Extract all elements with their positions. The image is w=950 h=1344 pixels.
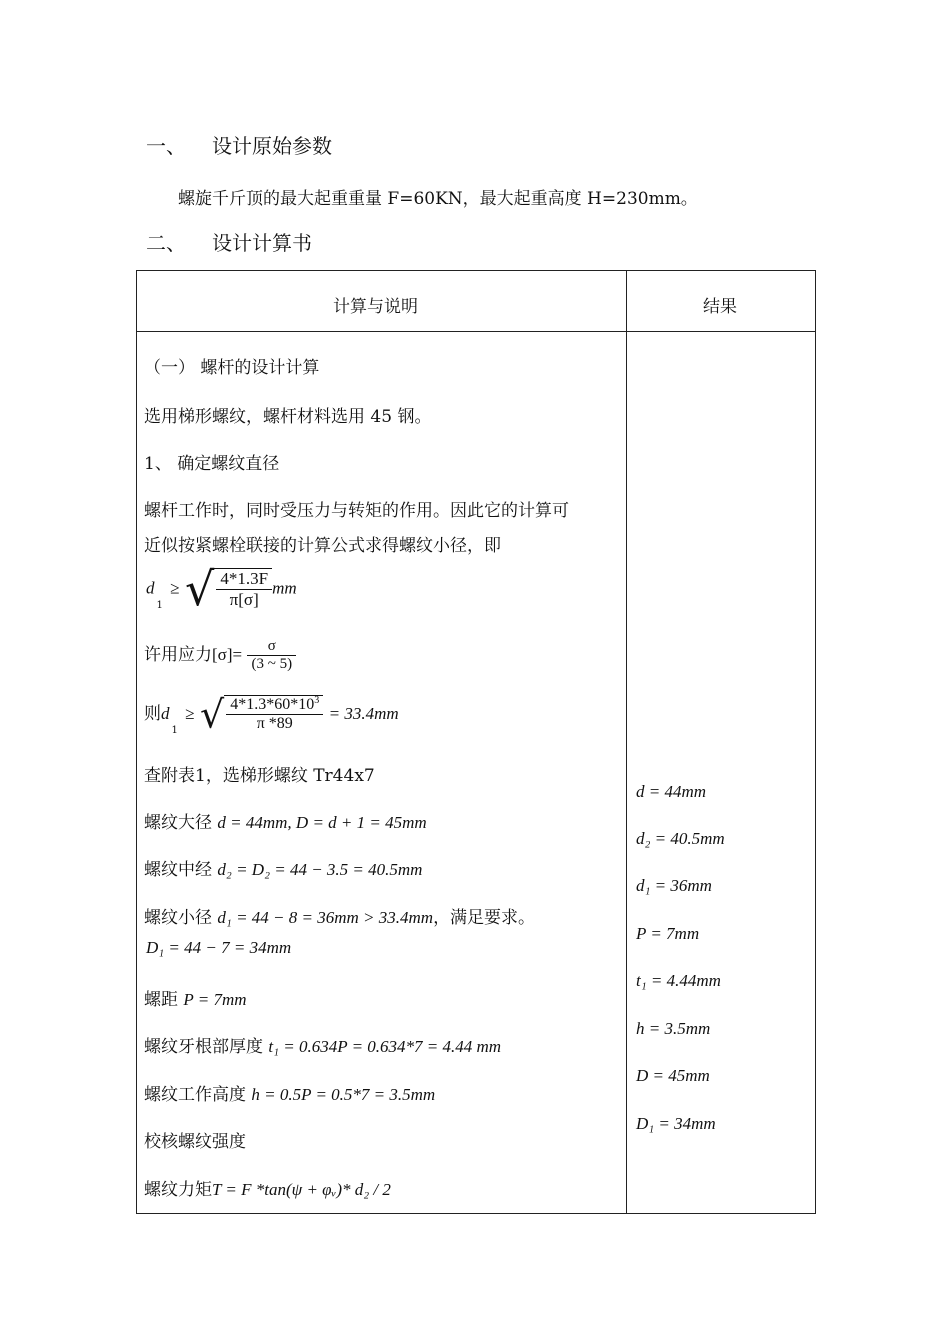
nut-minor-diameter-line: D₁ = 44 − 7 = 34mm — [146, 938, 292, 957]
formula-numerator: σ — [247, 638, 296, 656]
heading-1: 设计原始参数 — [212, 134, 332, 158]
result-p: P = 7mm — [636, 924, 700, 943]
formula-var: d — [161, 704, 170, 723]
table-reference: 查附表1，选梯形螺纹 Tr44x7 — [144, 766, 375, 786]
line-equation: T = F *tan(ψ + φᵥ)* d₂ / 2 — [212, 1180, 391, 1199]
result-d1: d₁ = 36mm — [636, 876, 712, 895]
formula-ge: ≥ — [170, 578, 180, 598]
line-equation: d₂ = D₂ = 44 − 3.5 = 40.5mm — [217, 860, 423, 879]
formula-denominator: (3 ~ 5) — [251, 656, 293, 672]
line-equation: t₁ = 0.634P = 0.634*7 = 4.44 mm — [268, 1037, 502, 1056]
sqrt-sign: √ — [200, 692, 225, 737]
heading-2-number: 二、 — [146, 231, 186, 255]
line-label: 螺纹大径 — [144, 813, 212, 833]
formula-numerator: 4*1.3*60*10 — [230, 696, 315, 713]
result-D1: D₁ = 34mm — [636, 1114, 716, 1133]
formula-result — [144, 692, 399, 737]
column-header-result: 结果 — [703, 297, 737, 317]
pitch-diameter-line — [144, 855, 422, 880]
formula-sub: 1 — [156, 599, 163, 611]
section-title: （一） 螺杆的设计计算 — [144, 358, 320, 378]
result-D: D = 45mm — [636, 1066, 710, 1085]
step-title: 1、 确定螺纹直径 — [144, 454, 280, 474]
column-divider — [626, 271, 627, 1213]
formula-label: 则 — [144, 704, 161, 724]
description-line-1: 螺杆工作时，同时受压力与转矩的作用。因此它的计算可 — [144, 501, 569, 521]
minor-diameter-line — [144, 903, 535, 928]
formula-sub: 1 — [171, 725, 178, 736]
working-height-line — [144, 1080, 435, 1105]
line-label: 螺纹牙根部厚度 — [144, 1037, 263, 1057]
formula-var: d — [146, 578, 155, 598]
paragraph-parameters: 螺旋千斤顶的最大起重重量 F=60KN，最大起重高度 H=230mm。 — [178, 189, 698, 209]
root-thickness-line — [144, 1032, 501, 1057]
material-line: 选用梯形螺纹，螺杆材料选用 45 钢。 — [144, 407, 432, 427]
line-label: 螺距 — [144, 990, 178, 1010]
formula-value: = 33.4mm — [328, 704, 399, 723]
formula-allowable-stress — [144, 638, 296, 673]
result-t1: t₁ = 4.44mm — [636, 971, 721, 990]
line-note: ，满足要求。 — [433, 908, 536, 928]
line-equation: d = 44mm, D = d + 1 = 45mm — [217, 813, 427, 832]
formula-exponent: 3 — [314, 695, 320, 706]
sqrt-sign: √ — [185, 562, 215, 616]
formula-denominator: π[σ] — [229, 589, 259, 609]
header-divider — [137, 331, 815, 332]
line-equation: P = 7mm — [183, 990, 247, 1009]
lead-line — [144, 985, 247, 1010]
formula-numerator: 4*1.3F — [216, 569, 272, 590]
line-label: 螺纹力矩 — [144, 1180, 212, 1200]
result-d: d = 44mm — [636, 782, 707, 801]
heading-1-number: 一、 — [146, 134, 186, 158]
heading-2: 设计计算书 — [212, 231, 312, 255]
formula-sigma: [σ]= — [212, 645, 243, 664]
torque-line — [144, 1175, 391, 1200]
formula-ge: ≥ — [185, 704, 195, 723]
line-equation: h = 0.5P = 0.5*7 = 3.5mm — [251, 1085, 436, 1104]
formula-denominator: π *89 — [256, 715, 293, 732]
formula-unit: mm — [272, 578, 297, 598]
major-diameter-line — [144, 808, 427, 833]
result-h: h = 3.5mm — [636, 1019, 711, 1038]
column-header-calc: 计算与说明 — [333, 297, 418, 317]
line-label: 螺纹小径 — [144, 908, 212, 928]
line-equation: d₁ = 44 − 8 = 36mm > 33.4mm — [217, 908, 434, 927]
formula-minor-diameter — [146, 562, 297, 636]
line-label: 螺纹中经 — [144, 860, 212, 880]
description-line-2: 近似按紧螺栓联接的计算公式求得螺纹小径，即 — [144, 536, 501, 556]
check-strength-line: 校核螺纹强度 — [144, 1132, 246, 1152]
line-label: 螺纹工作高度 — [144, 1085, 246, 1105]
result-d2: d₂ = 40.5mm — [636, 829, 725, 848]
formula-label: 许用应力 — [144, 645, 212, 665]
